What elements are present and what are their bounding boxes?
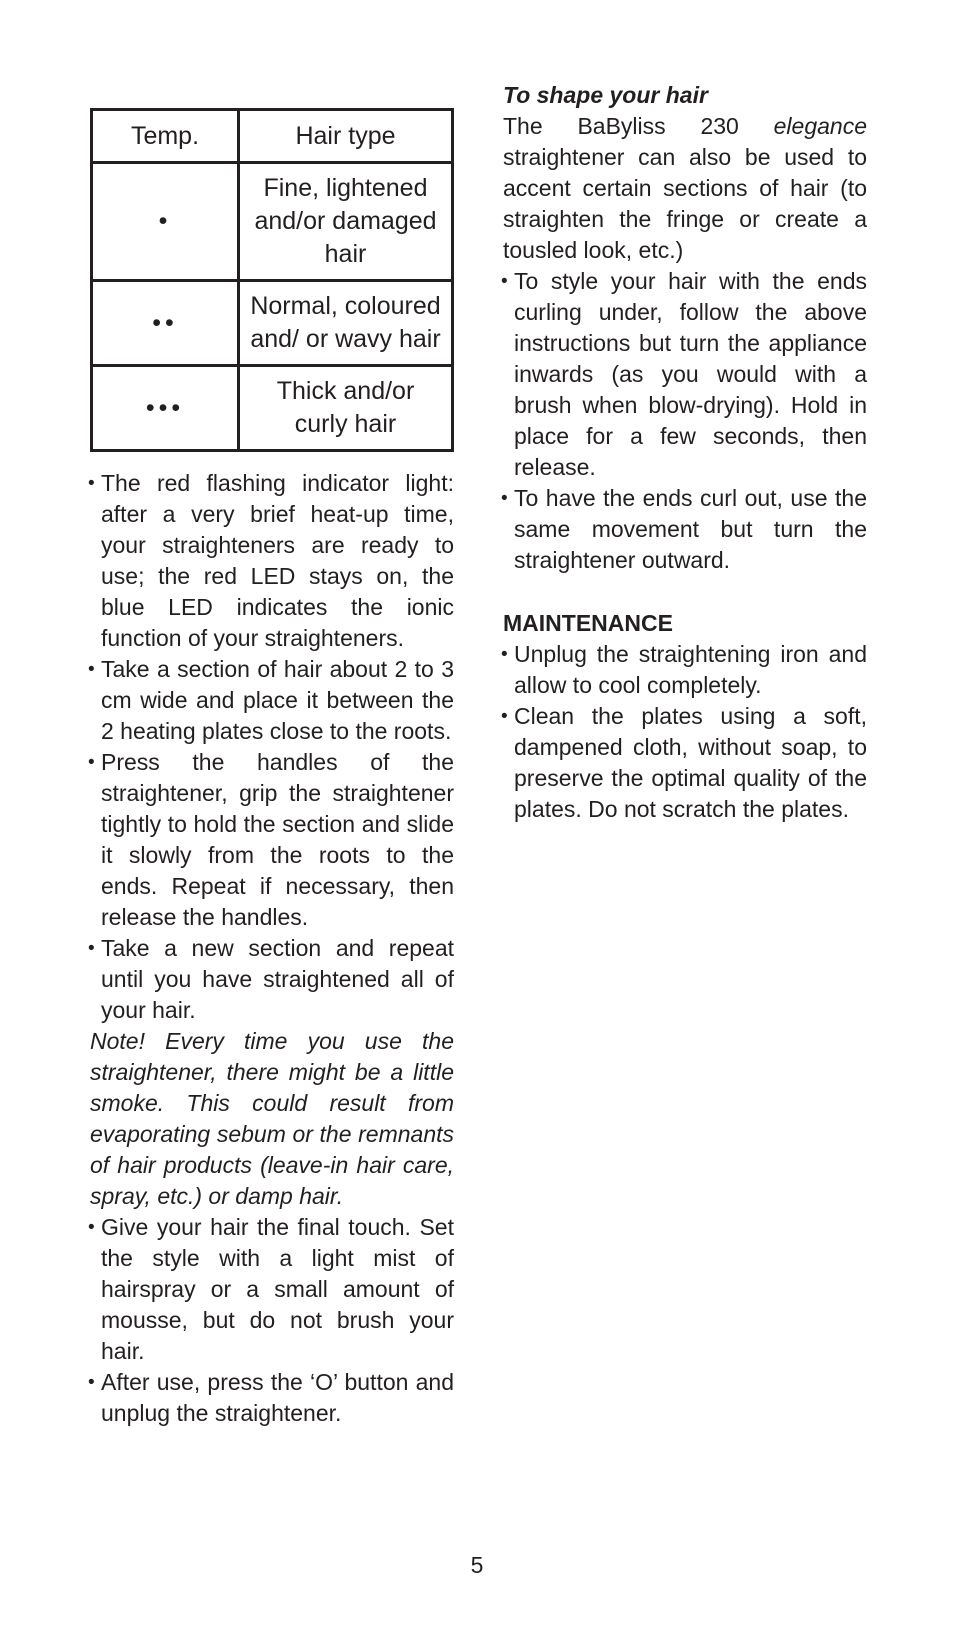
list-item: • The red flashing indicator light: after a very brief heat-up time, your straighteners are ready to use; the red LED stays on, the blue LED indicates the ionic function of your straighteners. <box>90 468 454 654</box>
temp-level-cell: •• <box>92 281 239 366</box>
left-column <box>90 80 454 1429</box>
page-number: 5 <box>470 1552 484 1578</box>
shape-hair-intro <box>503 111 867 266</box>
list-item: • Take a new section and repeat until you have straightened all of your hair. <box>90 933 454 1026</box>
table-row <box>92 163 453 281</box>
table-row <box>92 281 453 366</box>
temp-level-cell: ••• <box>92 366 239 451</box>
temp-level-cell: • <box>92 163 239 281</box>
list-item: • After use, press the ‘O’ button and unplug the straightener. <box>90 1367 454 1429</box>
table-header-temp: Temp. <box>92 110 239 163</box>
smoke-note: Note! Every time you use the straightener, there might be a little smoke. This could result from evaporating sebum or the remnants of hair products (leave-in hair care, spray, etc.) or damp hair. <box>90 1028 454 1209</box>
list-item: • Clean the plates using a soft, dampened cloth, without soap, to preserve the optimal quality of the plates. Do not scratch the plates. <box>503 701 867 825</box>
intro-text-rest: straightener can also be used to accent certain sections of hair (to straighten the fringe or create a tousled look, etc.) <box>503 144 867 263</box>
maintenance-list <box>503 639 867 825</box>
list-item: • To style your hair with the ends curling under, follow the above instructions but turn the appliance inwards (as you would with a brush when blow-drying). Hold in place for a few seconds, then release. <box>503 266 867 483</box>
right-column <box>503 80 867 825</box>
shape-hair-list <box>503 266 867 576</box>
finishing-instructions-list <box>90 1212 454 1429</box>
list-item: • Press the handles of the straightener, grip the straightener tightly to hold the section and slide it slowly from the roots to the ends. Repeat if necessary, then release the handles. <box>90 747 454 933</box>
maintenance-heading: MAINTENANCE <box>503 610 673 636</box>
temperature-table <box>90 108 454 452</box>
table-row <box>92 366 453 451</box>
hair-type-cell: Fine, lightened and/or damaged hair <box>239 163 453 281</box>
usage-instructions-list <box>90 468 454 1026</box>
list-item: • Give your hair the final touch. Set the style with a light mist of hairspray or a small amount of mousse, but do not brush your hair. <box>90 1212 454 1367</box>
table-header-hair-type: Hair type <box>239 110 453 163</box>
shape-hair-heading: To shape your hair <box>503 82 708 108</box>
list-item: • To have the ends curl out, use the same movement but turn the straightener outward. <box>503 483 867 576</box>
hair-type-cell: Normal, coloured and/ or wavy hair <box>239 281 453 366</box>
intro-text: The BaByliss 230 <box>503 113 774 139</box>
list-item: • Take a section of hair about 2 to 3 cm wide and place it between the 2 heating plates close to the roots. <box>90 654 454 747</box>
list-item: • Unplug the straightening iron and allow to cool completely. <box>503 639 867 701</box>
table-header-row <box>92 110 453 163</box>
hair-type-cell: Thick and/or curly hair <box>239 366 453 451</box>
product-name-emphasis: elegance <box>773 113 867 139</box>
